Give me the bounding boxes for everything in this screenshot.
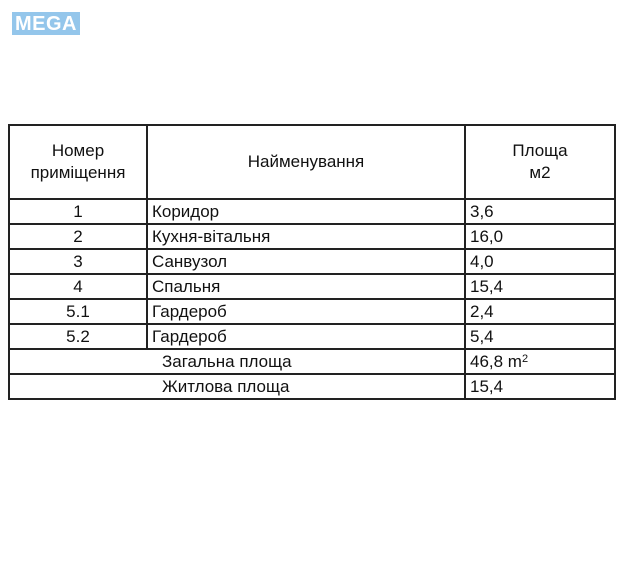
header-area-line1: Площа bbox=[512, 141, 568, 160]
row-name: Гардероб bbox=[147, 324, 465, 349]
total-area-unit-superscript: 2 bbox=[521, 352, 529, 365]
total-area-row bbox=[9, 349, 615, 374]
header-area bbox=[465, 125, 615, 199]
header-area-line2: м2 bbox=[529, 163, 551, 182]
header-room-number-line1: Номер bbox=[51, 141, 105, 160]
table-row bbox=[9, 199, 615, 224]
total-area-value bbox=[465, 349, 615, 374]
living-area-value: 15,4 bbox=[465, 374, 615, 399]
row-area: 16,0 bbox=[465, 224, 615, 249]
mega-logo: MEGA bbox=[12, 12, 80, 35]
row-name: Санвузол bbox=[147, 249, 465, 274]
row-number: 1 bbox=[9, 199, 147, 224]
row-name: Спальня bbox=[147, 274, 465, 299]
header-room-name: Найменування bbox=[147, 125, 465, 199]
row-area: 4,0 bbox=[465, 249, 615, 274]
row-number: 2 bbox=[9, 224, 147, 249]
row-number: 5.2 bbox=[9, 324, 147, 349]
row-number: 5.1 bbox=[9, 299, 147, 324]
row-name: Кухня-вітальня bbox=[147, 224, 465, 249]
row-name: Коридор bbox=[147, 199, 465, 224]
table-row bbox=[9, 274, 615, 299]
table-row bbox=[9, 324, 615, 349]
room-area-table bbox=[8, 124, 616, 400]
living-area-row bbox=[9, 374, 615, 399]
row-area: 15,4 bbox=[465, 274, 615, 299]
table-header-row bbox=[9, 125, 615, 199]
total-area-label: Загальна площа bbox=[9, 349, 465, 374]
row-area: 2,4 bbox=[465, 299, 615, 324]
total-area-number: 46,8 m bbox=[470, 351, 522, 371]
row-number: 3 bbox=[9, 249, 147, 274]
table-row bbox=[9, 224, 615, 249]
table-row bbox=[9, 299, 615, 324]
table-row bbox=[9, 249, 615, 274]
row-number: 4 bbox=[9, 274, 147, 299]
row-area: 5,4 bbox=[465, 324, 615, 349]
row-name: Гардероб bbox=[147, 299, 465, 324]
header-room-number-line2: приміщення bbox=[30, 163, 126, 182]
header-room-number bbox=[9, 125, 147, 199]
row-area: 3,6 bbox=[465, 199, 615, 224]
living-area-label: Житлова площа bbox=[9, 374, 465, 399]
